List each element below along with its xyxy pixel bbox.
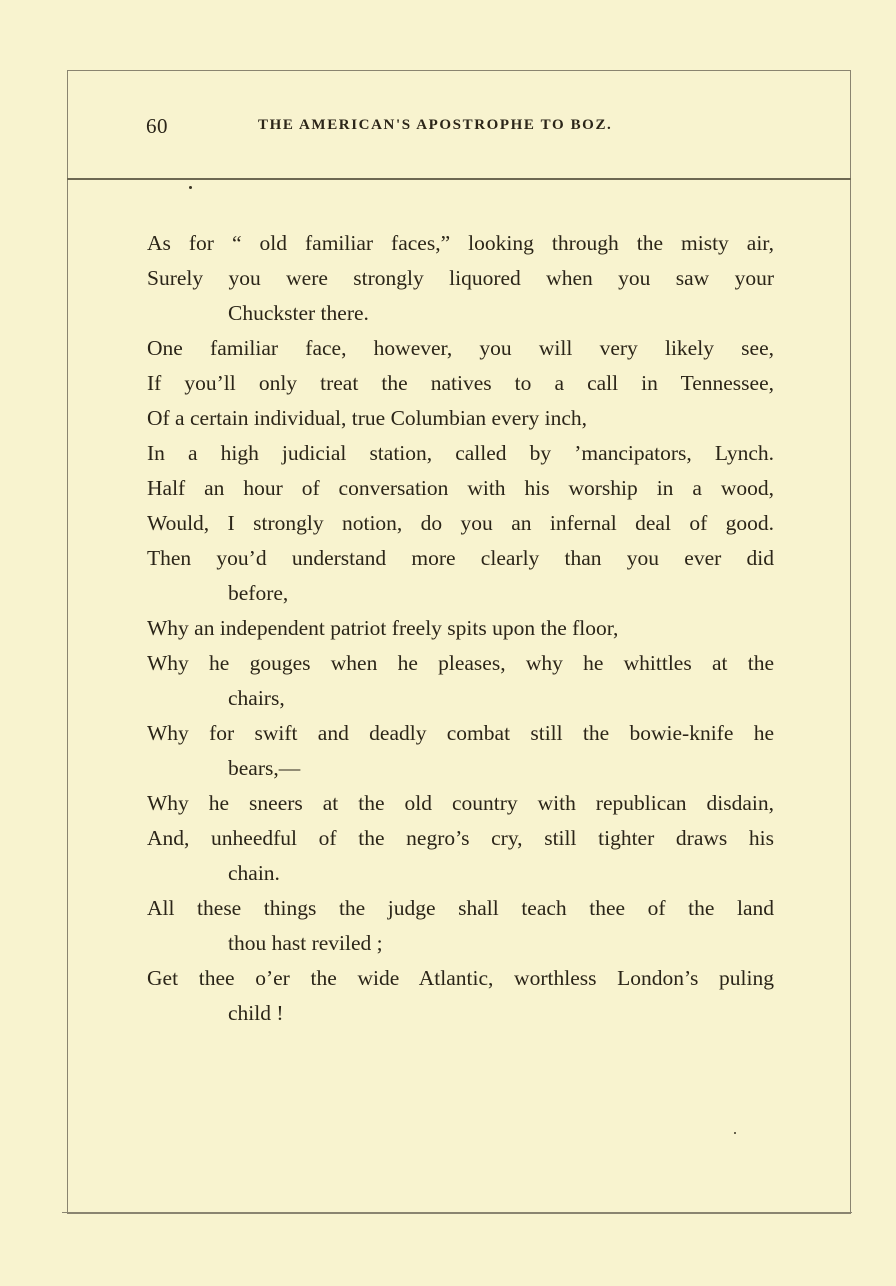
- poem-line-continuation: thou hast reviled ;: [228, 931, 383, 955]
- page-number: 60: [146, 114, 168, 138]
- running-title: THE AMERICAN'S APOSTROPHE TO BOZ.: [258, 117, 613, 133]
- poem-line: Would, I strongly notion, do you an infernal deal of good.: [147, 511, 774, 535]
- poem-line-continuation: Chuckster there.: [228, 301, 369, 325]
- poem-line: Why an independent patriot freely spits upon the floor,: [147, 616, 619, 640]
- poem-line-continuation: bears,—: [228, 756, 301, 780]
- poem-line: One familiar face, however, you will very likely see,: [147, 336, 774, 360]
- poem-line: Get thee o’er the wide Atlantic, worthless London’s puling: [147, 966, 774, 990]
- poem-line: As for “ old familiar faces,” looking through the misty air,: [147, 231, 774, 255]
- poem-line-continuation: child !: [228, 1001, 284, 1025]
- poem-line: Surely you were strongly liquored when you saw your: [147, 266, 774, 290]
- poem-line: And, unheedful of the negro’s cry, still tighter draws his: [147, 826, 774, 850]
- poem-line: Why he gouges when he pleases, why he whittles at the: [147, 651, 774, 675]
- print-speck: [734, 1132, 736, 1134]
- poem-line: All these things the judge shall teach thee of the land: [147, 896, 774, 920]
- poem-line: Half an hour of conversation with his worship in a wood,: [147, 476, 774, 500]
- poem-line: Why he sneers at the old country with republican disdain,: [147, 791, 774, 815]
- poem-line-continuation: chain.: [228, 861, 280, 885]
- print-speck: [189, 186, 192, 189]
- poem-line-continuation: before,: [228, 581, 289, 605]
- header-rule: [67, 178, 851, 180]
- poem-body: [147, 226, 774, 1031]
- poem-line: If you’ll only treat the natives to a call in Tennessee,: [147, 371, 774, 395]
- bottom-border-line: [62, 1212, 852, 1213]
- poem-line: In a high judicial station, called by ’mancipators, Lynch.: [147, 441, 774, 465]
- poem-line-continuation: chairs,: [228, 686, 285, 710]
- poem-line: Then you’d understand more clearly than you ever did: [147, 546, 774, 570]
- poem-line: Of a certain individual, true Columbian every inch,: [147, 406, 588, 430]
- poem-line: Why for swift and deadly combat still the bowie-knife he: [147, 721, 774, 745]
